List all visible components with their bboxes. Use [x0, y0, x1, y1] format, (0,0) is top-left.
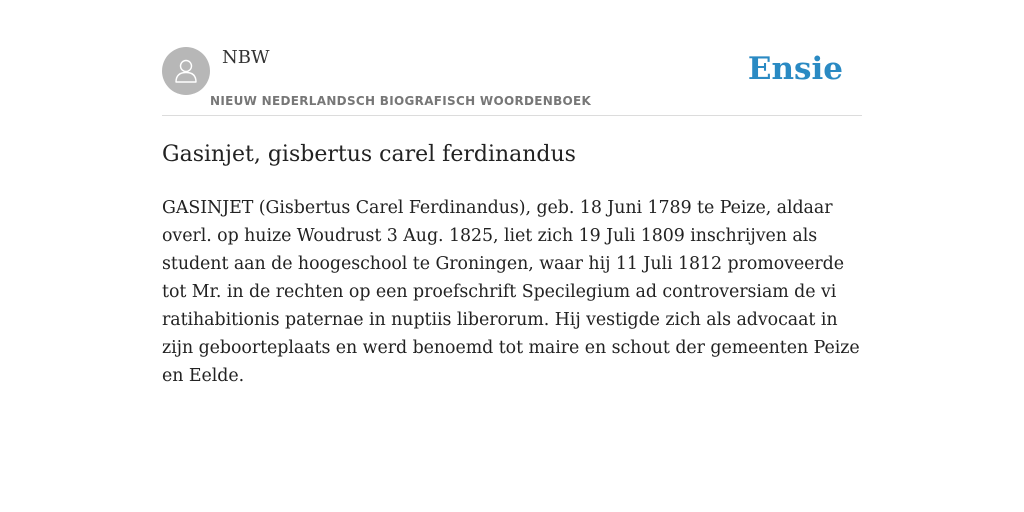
entry-card: [162, 40, 862, 390]
source-label: NIEUW NEDERLANDSCH BIOGRAFISCH WOORDENBOEK: [210, 94, 592, 108]
entry-title: Gasinjet, gisbertus carel ferdinandus: [162, 142, 576, 167]
entry-body: GASINJET (Gisbertus Carel Ferdinandus), geb. 18 Juni 1789 te Peize, aldaar overl. op huize Woudrust 3 Aug. 1825, liet zich 19 Juli 1809 inschrijven als student aan de hoogeschool te Groningen, waar hij 11 Juli 1812 promoveerde tot Mr. in de rechten op een proefschrift Specilegium ad controversiam de vi ratihabitionis paternae in nuptiis liberorum. Hij vestigde zich als advocaat in zijn geboorteplaats en werd benoemd tot maire en schout der gemeenten Peize en Eelde.: [162, 198, 860, 386]
entry-header: [162, 40, 862, 116]
brand-logo[interactable]: Ensie: [747, 51, 843, 87]
author-name[interactable]: NBW: [222, 47, 270, 68]
author-avatar[interactable]: [162, 47, 210, 95]
user-icon: [171, 56, 201, 86]
